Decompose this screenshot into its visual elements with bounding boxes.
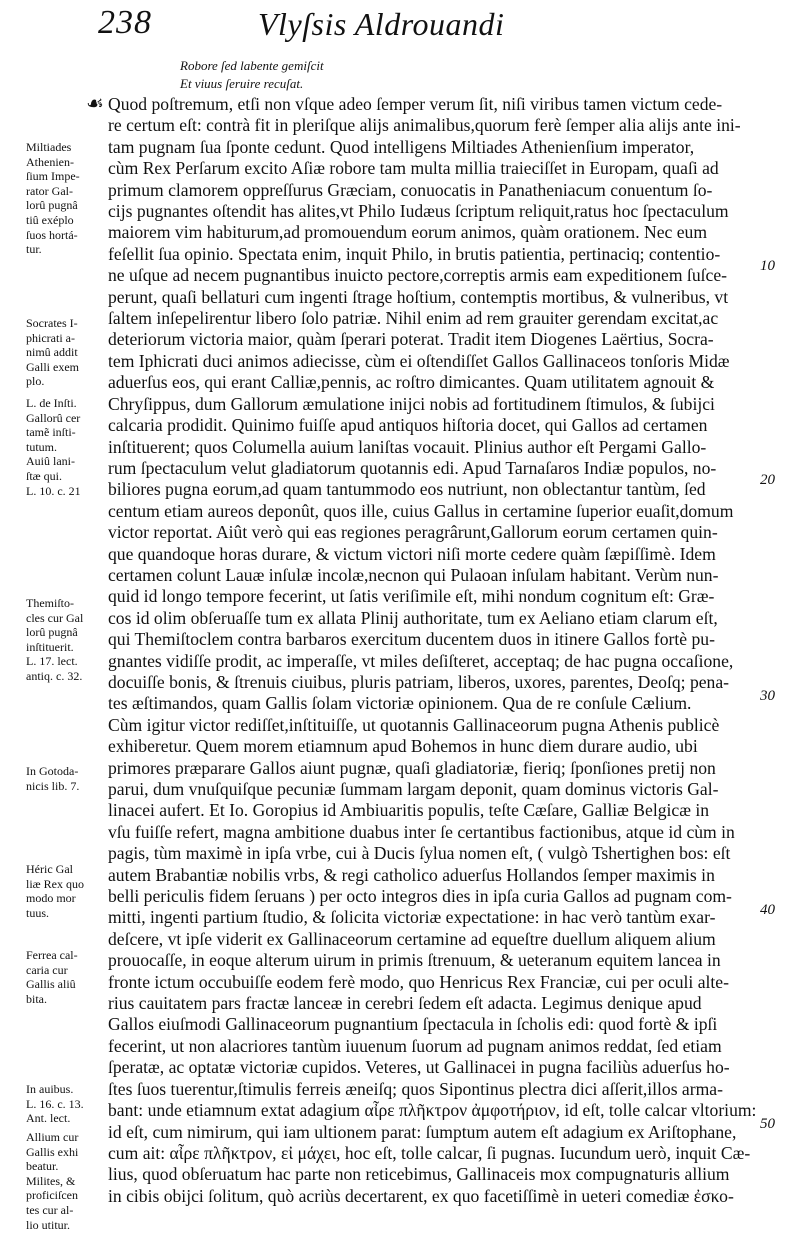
text-line-content: Quod poſtremum, etſi non vſque adeo ſemper verum ſit, niſi viribus tamen victum cede-	[108, 94, 723, 114]
margin-note	[26, 396, 110, 498]
text-line: biliores pugna eorum,ad quam tantummodo eos nutriunt, non oblectantur tantùm, ſed	[108, 479, 706, 500]
line-number: 10	[760, 258, 775, 274]
text-line: certamen colunt Lauæ inſulæ incolæ,necnon qui Pulaoan inſulam habitant. Verùm nun-	[108, 564, 719, 585]
margin-note-line: nimû addit	[26, 345, 78, 360]
margin-note-line: Héric Gal	[26, 862, 73, 876]
margin-note-line: L. de Inſti.	[26, 396, 77, 410]
margin-note-line: nicis lib. 7.	[26, 778, 80, 793]
margin-note-line: L. 16. c. 13.	[26, 1096, 84, 1111]
line-number: 20	[760, 472, 775, 488]
running-title: Vlyſsis Aldrouandi	[258, 6, 505, 42]
text-line: tes æſtimandos, quam Gallis ſolam victoriæ opinionem. Qua de re conſule Cælium.	[108, 693, 692, 714]
margin-note-line: Themiſto-	[26, 596, 74, 610]
margin-note-line: inſtituerit.	[26, 639, 74, 654]
margin-note-line: Athenien-	[26, 154, 74, 169]
text-line: gnantes vidiſſe prodit, ac imperaſſe, vt miles deſiſteret, acceptaq; de hac pugna occaſione,	[108, 650, 734, 671]
margin-note-line: cles cur Gal	[26, 610, 84, 625]
margin-note-line: tamẽ inſti-	[26, 425, 76, 440]
page-number: 238	[98, 4, 152, 41]
margin-note-line: In Gotoda-	[26, 764, 79, 778]
text-line: fronte ictum occubuiſſe eodem ferè modo, quo Henricus Rex Franciæ, cui per oculi alte-	[108, 971, 729, 992]
margin-note	[26, 862, 110, 920]
margin-note-line: tur.	[26, 242, 42, 257]
margin-note-line: Auiû lani-	[26, 454, 75, 469]
paragraph-mark-icon: ☙	[86, 93, 104, 115]
text-line: in cibis obijci ſolitum, quò acriùs decertarent, ex quo facetiſſimè in ueteri comediæ ἐσκο-	[108, 1185, 734, 1206]
text-line: cùm Rex Perſarum excito Aſiæ robore tam multa millia traieciſſet in Europam, quaſi ad	[108, 158, 719, 179]
margin-note-line: plo.	[26, 374, 45, 389]
text-line: re certum eſt: contrà fit in pleriſque alijs animalibus,quorum ferè ſemper alia alijs ante ini-	[108, 115, 741, 136]
margin-note-line: lorû pugnâ	[26, 625, 78, 640]
text-line: inſtituerent; quos Columella auium laniſtas vocauit. Plinius author eſt Pergami Gallo-	[108, 436, 707, 457]
verse-line: Et viuus ſeruire recuſat.	[180, 76, 304, 91]
text-line: feſellit ſua opinio. Spectata enim, inquit Philo, in brutis patientia, pertinaciq; contentio-	[108, 243, 721, 264]
text-line: tem Iphicrati duci animos adiecisse, cùm ei oſtendiſſet Gallos Gallinaceos tonſoris Midæ	[108, 350, 730, 371]
text-line: prouocaſſe, in eoque alterum uirum in primis ſtrenuum, & ueteranum equitem lancea in	[108, 950, 721, 971]
text-line: exhiberetur. Quem morem etiamnum apud Bohemos in hunc diem durare audio, ubi	[108, 736, 698, 757]
margin-note-line: ſtæ qui.	[26, 468, 63, 483]
text-line: primores præparare Gallos aiunt pugnæ, quaſi gladiatoriæ, fieriq; ſponſiones pretij non	[108, 757, 716, 778]
margin-note-line: beatur.	[26, 1159, 59, 1174]
margin-note-line: modo mor	[26, 891, 76, 906]
text-line: qui Themiſtoclem contra barbaros exercitum ducentem duos in itinere Gallos fortè pu-	[108, 629, 715, 650]
text-line: bant: unde etiamnum extat adagium αἶρε πλῆκτρον ἀμφοτήριον, id eſt, tolle calcar vltorium:	[108, 1100, 757, 1121]
text-line: id eſt, cum nimirum, qui iam ultionem parat: ſumptum autem eſt adagium ex Ariſtophane,	[108, 1121, 737, 1142]
text-line: rum ſpectaculum velut gladiatorum quotannis edi. Apud Tarnaſaros Indiæ populos, no-	[108, 457, 717, 478]
margin-note-line: Gallis aliû	[26, 977, 76, 992]
margin-note-line: Galli exem	[26, 359, 79, 374]
text-line: quid id longo tempore fecerint, ut ſatis veriſimile eſt, mihi nondum cognitum eſt: Græ-	[108, 586, 715, 607]
margin-note-line: liæ Rex quo	[26, 876, 85, 891]
text-line: que quandoque horas durare, & victum victori niſi morte cedere quàm ſæpiſſimè. Idem	[108, 543, 716, 564]
text-line: deteriorum victoria maior, quàm ſperari poterat. Tradit item Diogenes Laërtius, Socra-	[108, 329, 714, 350]
text-line: cos id olim obſeruaſſe tum ex allata Plinij authoritate, tum ex Aeliano etiam clarum eſt,	[108, 607, 718, 628]
margin-note	[26, 316, 110, 389]
text-line: ſtes ſuos tuerentur,ſtimulis ferreis æneiſq; quos Sipontinus plectra dici aſſerit,illos arma-	[108, 1078, 723, 1099]
text-line: vſu fuiſſe refert, magna ambitione duabus inter ſe certantibus factionibus, atque id cùm in	[108, 821, 735, 842]
text-line: maiorem vim habiturum,ad promouendum eorum animos, quàm orationem. Nec eum	[108, 222, 708, 243]
line-number: 40	[760, 902, 775, 918]
text-line: perunt, quaſi bellaturi cum ingenti ſtrage hoſtium, contemptis mortibus, & vulneribus, vt	[108, 286, 729, 307]
margin-note-line: rator Gal-	[26, 183, 73, 198]
margin-note	[26, 140, 110, 257]
margin-note-line: proficiſcen	[26, 1188, 78, 1203]
text-line: cum ait: αἶρε πλῆκτρον, εἰ μάχει, hoc eſt, tolle calcar, ſi pugnas. Iucundum uerò, inquit Cæ-	[108, 1142, 751, 1163]
margin-note-line: In auibus.	[26, 1082, 74, 1096]
margin-note-line: bita.	[26, 991, 47, 1006]
text-line: parui, dum vnuſquiſque pecuniæ ſummam largam deponit, quam dominus victoris Gal-	[108, 779, 719, 799]
margin-note-line: Gallorû cer	[26, 410, 81, 425]
text-line: linacei aufert. Et Io. Goropius id Ambiuaritis populis, teſte Cæſare, Galliæ Belgicæ in	[108, 800, 710, 821]
margin-note-line: Milites, &	[26, 1173, 76, 1188]
text-line: lius, quod obſeruatum hac parte non reticebimus, Gallinaceis mox compugnaturis allium	[108, 1164, 730, 1185]
text-line: calcaria prodidit. Quinimo fuiſſe apud antiquos hiſtoria docet, qui Gallos ad certamen	[108, 415, 708, 436]
margin-note-line: tutum.	[26, 439, 58, 454]
text-line: mitti, ingenti partium ſtudio, & ſolicita victoriæ expectatione: in hac verò tantùm exar-	[108, 907, 716, 928]
margin-note-line: Allium cur	[26, 1130, 79, 1144]
page-header	[98, 4, 618, 48]
margin-note-line: lio utitur.	[26, 1217, 71, 1232]
margin-note-line: L. 10. c. 21	[26, 483, 81, 498]
margin-note-line: L. 17. lect.	[26, 654, 78, 669]
verse-line: Robore ſed labente gemiſcit	[180, 58, 324, 73]
text-line: autem Brabantiæ nobilis vrbs, & regi catholico aduerſus Hollandos ſemper maximis in	[108, 864, 715, 885]
margin-note-line: Ant. lect.	[26, 1111, 71, 1126]
text-line	[86, 93, 752, 115]
text-line: Cùm igitur victor rediſſet,inſtituiſſe, ut quotannis Gallinaceorum pugna Athenis publicè	[108, 714, 720, 735]
text-line: primum clamorem oppreſſurus Græciam, conuocatis in Panatheniacum conuentum ſo-	[108, 179, 713, 200]
text-line: deſcere, vt ipſe viderit ex Gallinaceorum certamine ad equeſtre duellum aliquem alium	[108, 928, 716, 949]
text-line: Gallos eiuſmodi Gallinaceorum pugnantium ſpectacula in ſcholis edi: quod fortè & ipſi	[108, 1014, 718, 1035]
text-line: pagis, tùm maximè in ipſa vrbe, cui à Ducis ſylua nomen eſt, ( vulgò Tshertighen bos: eſt	[108, 843, 731, 864]
text-line: Chryſippus, dum Gallorum æmulatione inijci nobis ad fortitudinem ſtimulos, & ſubijci	[108, 393, 715, 414]
margin-note-line: Gallis exhi	[26, 1144, 79, 1159]
margin-note-line: caria cur	[26, 962, 68, 977]
margin-note-line: ſium Impe-	[26, 169, 80, 184]
margin-note	[26, 1082, 110, 1126]
text-line: ſaltem inſepelirentur libero ſolo patriæ. Nihil enim ad rem grauiter gerendam excitat,ac	[108, 308, 719, 329]
main-text	[86, 93, 757, 1207]
line-number: 30	[760, 688, 775, 704]
margin-note-line: Miltiades	[26, 140, 72, 154]
margin-note	[26, 596, 110, 684]
text-line: fecerint, ut non alacriores tantùm iuuenum ſuorum ad pugnam animos reddat, ſed etiam	[108, 1035, 722, 1056]
text-line: cijs pugnantes oſtendit has alites,vt Philo Iudæus ſcriptum reliquit,ratus hoc ſpectaculum	[108, 201, 729, 222]
text-line: ſperatæ, ac optatæ victoriæ cupidos. Veteres, ut Gallinacei in pugna faciliùs aduerſus ho-	[108, 1057, 730, 1078]
margin-note	[26, 948, 110, 1006]
margin-note-line: tuus.	[26, 905, 50, 920]
text-line: tam pugnam ſua ſponte cedunt. Quod intelligens Miltiades Athenienſium imperator,	[108, 136, 695, 157]
margin-note-line: antiq. c. 32.	[26, 668, 83, 683]
text-line: belli periculis fidem ſeruans ) per octo integros dies in ipſa curia Gallos ad pugnam com-	[108, 886, 732, 907]
margin-note-line: Ferrea cal-	[26, 948, 78, 962]
margin-note-line: phicrati a-	[26, 330, 75, 345]
margin-note	[26, 764, 110, 793]
margin-note	[26, 1130, 110, 1232]
text-line: aduerſus eos, qui erant Calliæ,pennis, ac roſtro dimicantes. Quam utilitatem agnouit &	[108, 372, 715, 393]
text-line: victor reportat. Aiût verò qui eas regiones peragrârunt,Gallorum eorum certamen quin-	[108, 522, 718, 543]
margin-note-line: Socrates I-	[26, 316, 78, 330]
text-line: rius cauitatem pars fractæ lanceæ in cerebri ſedem eſt adacta. Legimus denique apud	[108, 993, 702, 1014]
margin-note-line: tes cur al-	[26, 1202, 74, 1217]
text-line: centum etiam aureos deponût, quos ille, cuius Gallus in certamine ſuperior euaſit,domum	[108, 500, 734, 521]
text-line: docuiſſe bonis, & ſtrenuis ciuibus, pluris patriam, liberos, uxores, parentes, Deoſq; pena-	[108, 671, 730, 692]
line-number: 50	[760, 1116, 775, 1132]
margin-note-line: tiû exéplo	[26, 212, 74, 227]
text-line: ne uſque ad necem pugnantibus inuicto pectore,correptis armis eam expeditionem ſuſce-	[108, 265, 727, 286]
margin-note-line: ſuos hortá-	[26, 227, 78, 242]
margin-note-line: lorû pugnâ	[26, 198, 78, 213]
